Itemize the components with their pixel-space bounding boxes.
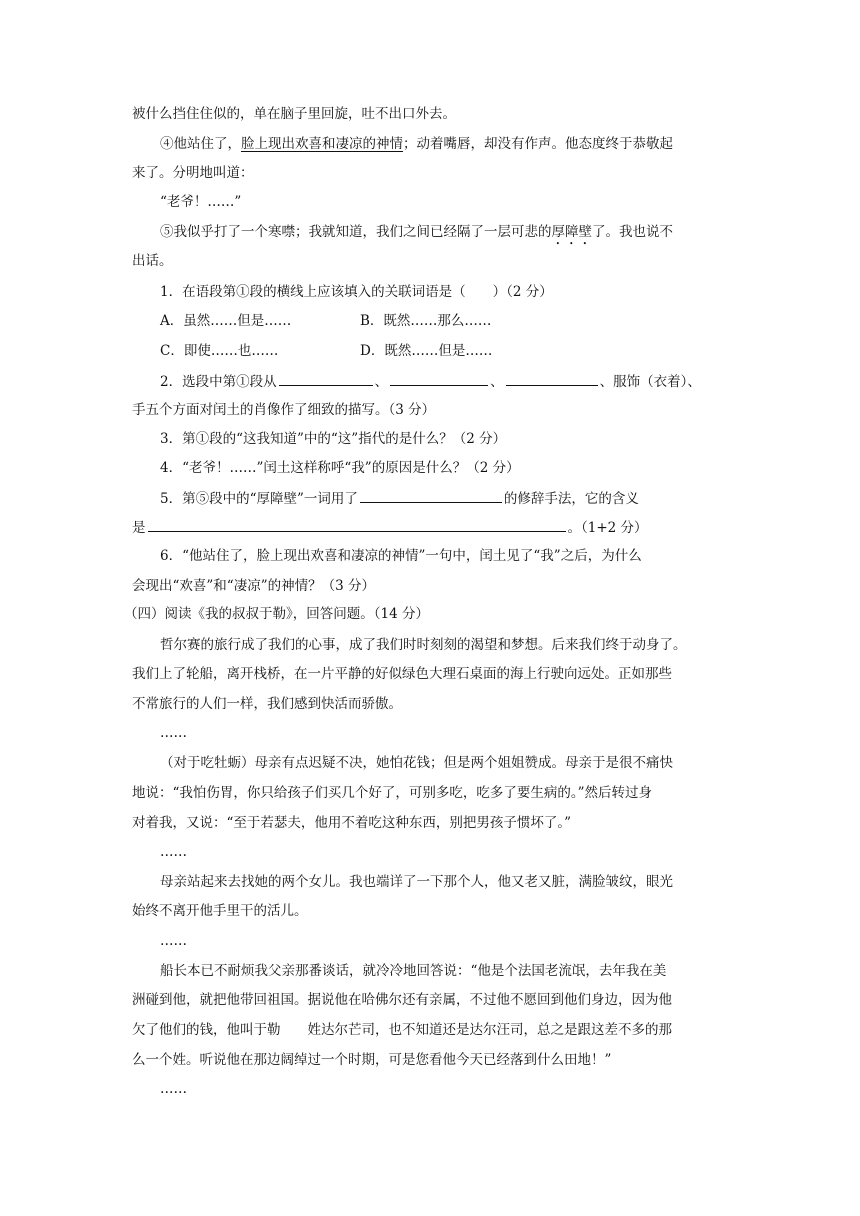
question-6-line-2: 会现出“欢喜”和“凄凉”的神情？（3 分）	[132, 578, 375, 594]
question-1-option-b: B．既然……那么……	[360, 313, 492, 329]
reading-1-line-2: 我们上了轮船，离开栈桥，在一片平静的好似绿色大理石桌面的海上行驶向远处。正如那些	[132, 666, 672, 682]
question-5-line2-post: 。（1+2 分）	[567, 520, 648, 536]
answer-blank[interactable]	[390, 371, 488, 386]
reading-1-line-1: 哲尔赛的旅行成了我们的心事，成了我们时时刻刻的渴望和梦想。后来我们终于动身了。	[160, 637, 687, 653]
reading-2-line-2: 地说：“我怕伤胃，你只给孩子们买几个好了，可别多吃，吃多了要生病的。”然后转过身	[132, 785, 653, 801]
reading-3-line-2: 始终不离开他手里干的活儿。	[132, 903, 308, 919]
dotted-word: 厚障壁	[551, 224, 592, 240]
reading-4-line-1: 船长本已不耐烦我父亲那番谈话，就冷冷地回答说：“他是个法国老流氓，去年我在美	[160, 963, 667, 979]
reading-2-line-3: 对着我，又说：“至于若瑟夫，他用不着吃这种东西，别把男孩子惯坏了。”	[132, 815, 572, 831]
question-5-line-1	[160, 488, 639, 509]
reading-4-line-2: 洲碰到他，就把他带回祖国。据说他在哈佛尔还有亲属，不过他不愿回到他们身边，因为他	[132, 992, 672, 1008]
question-2-line-2: 手五个方面对闰土的肖像作了细致的描写。（3 分）	[132, 402, 436, 418]
question-1-option-c: C．即使……也……	[160, 343, 279, 359]
question-5-line2-pre: 是	[132, 520, 146, 536]
answer-blank[interactable]	[360, 488, 502, 503]
reading-3-line-1: 母亲站起来去找她的两个女儿。我也端详了一下那个人，他又老又脏，满脸皱纹，眼光	[160, 874, 673, 890]
paragraph-4-rest: ；动着嘴唇，却没有作声。他态度终于恭敬起	[403, 136, 673, 152]
question-5-post: 的修辞手法，它的含义	[503, 491, 639, 507]
paragraph-4-line-1	[160, 134, 673, 154]
reading-4-line-3: 欠了他们的钱，他叫于勒 姓达尔芒司，也不知道还是达尔汪司，总之是跟这差不多的那	[132, 1022, 672, 1038]
reading-4-line-4: 么一个姓。听说他在那边阔绰过一个时期，可是您看他今天已经落到什么田地！”	[132, 1052, 612, 1068]
ellipsis: ……	[160, 844, 187, 860]
reading-1-line-3: 不常旅行的人们一样，我们感到快活而骄傲。	[132, 696, 402, 712]
section-4-heading: （四）阅读《我的叔叔于勒》，回答问题。（14 分）	[124, 606, 429, 622]
separator: 、	[374, 374, 389, 390]
question-2-line-1	[160, 371, 701, 392]
paragraph-5-line-2: 出话。	[132, 253, 173, 269]
paragraph-5-pre: ⑤我似乎打了一个寒噤；我就知道，我们之间已经隔了一层可悲的	[160, 224, 552, 240]
question-1-option-d: D．既然……但是……	[360, 343, 493, 359]
question-4: 4．“老爷！……”闰土这样称呼“我”的原因是什么？（2 分）	[160, 460, 520, 476]
underlined-phrase: 脸上现出欢喜和凄凉的神情	[241, 136, 403, 152]
question-1-option-a: A．虽然……但是……	[160, 313, 292, 329]
answer-blank[interactable]	[279, 371, 373, 386]
question-6-line-1: 6．“他站住了，脸上现出欢喜和凄凉的神情”一句中，闰土见了“我”之后，为什么	[160, 548, 642, 564]
separator: 、	[490, 374, 504, 390]
answer-blank[interactable]	[506, 371, 598, 386]
reading-2-line-1: （对于吃牡蛎）母亲有点迟疑不决，她怕花钱；但是两个姐姐赞成。母亲于是很不痛快	[160, 755, 673, 771]
paragraph-4-line-2: 来了。分明地叫道：	[132, 165, 254, 181]
question-1-stem: 1．在语段第①段的横线上应该填入的关联词语是（ ）（2 分）	[160, 284, 553, 300]
ellipsis: ……	[160, 1081, 187, 1097]
paragraph-4-start: ④他站住了，	[160, 136, 241, 152]
ellipsis: ……	[160, 933, 187, 949]
quote-line: “老爷！……”	[160, 194, 242, 210]
ellipsis: ……	[160, 725, 187, 741]
question-5-line-2	[132, 517, 648, 538]
question-3: 3．第①段的“这我知道”中的“这”指代的是什么？（2 分）	[160, 431, 507, 447]
answer-blank[interactable]	[148, 517, 566, 532]
question-2-post: 、服饰（衣着）、	[599, 374, 701, 390]
question-5-pre: 5．第⑤段中的“厚障壁”一词用了	[160, 491, 358, 507]
paragraph-5-post: 了。我也说不	[592, 224, 673, 240]
paragraph-5-line-1	[160, 222, 673, 248]
question-2-pre: 2．选段中第①段从	[160, 374, 277, 390]
paragraph-1-tail: 被什么挡住住似的，单在脑子里回旋，吐不出口外去。	[132, 106, 456, 122]
